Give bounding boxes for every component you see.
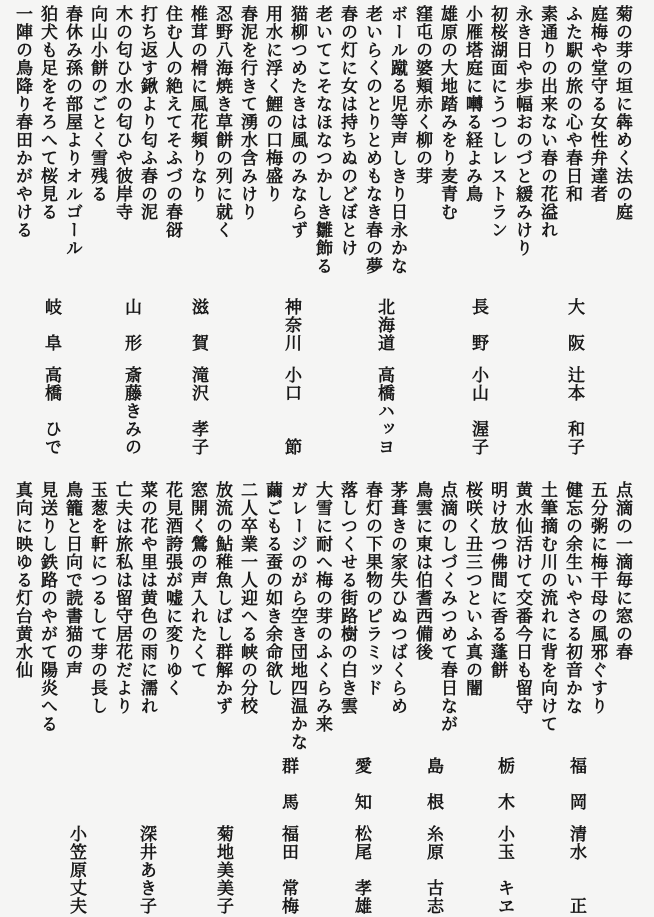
prefecture-label: 神奈川 xyxy=(281,298,301,352)
haiku-column: 明け放つ佛間に香る蓬餅 xyxy=(487,481,507,679)
author-entry xyxy=(464,298,490,473)
poet-name: 高橋ハッヨ xyxy=(374,366,394,456)
haiku-column: 木の匂ひ水の匂ひや彼岸寺 xyxy=(112,5,132,221)
bottom-haiku-section xyxy=(9,481,634,783)
author-entry xyxy=(419,757,445,917)
poet-name: 深井あき子 xyxy=(136,825,156,915)
author-entry xyxy=(62,757,88,917)
author-entry xyxy=(209,757,235,917)
haiku-column: 向山小餅のごとく雪残る xyxy=(87,5,107,203)
poet-name: 小玉 キヱ xyxy=(494,825,514,915)
haiku-column: 永き日や歩幅おのづと緩みけり xyxy=(512,5,532,257)
haiku-column: 打ち返す鍬より匂ふ春の泥 xyxy=(137,5,157,221)
haiku-column: 狛犬も足をそろへて桜見る xyxy=(37,5,57,221)
haiku-column: 初桜湖面にうつしレストラン xyxy=(487,5,507,239)
poet-name: 滝沢 孝子 xyxy=(188,366,208,456)
prefecture-label: 山 形 xyxy=(121,298,141,352)
haiku-column: ふた駅の旅の心や春日和 xyxy=(562,5,582,203)
haiku-column: 菊の芽の垣に犇めく法の庭 xyxy=(612,5,632,221)
prefecture-label: 北海道 xyxy=(374,298,394,352)
author-entry xyxy=(132,757,158,917)
haiku-column: 老いらくのとりとめもなき春の夢 xyxy=(362,5,382,275)
poet-name: 斎藤きみの xyxy=(121,366,141,456)
haiku-column: 一陣の鳥降り春田かがやける xyxy=(12,5,32,239)
prefecture-label: 群 馬 xyxy=(278,757,298,811)
prefecture-label: 滋 賀 xyxy=(188,298,208,352)
haiku-column: 窪屯の婆頬赤く柳の芽 xyxy=(412,5,432,185)
author-entry xyxy=(562,757,588,917)
haiku-column: 小雁塔庭に囀る経よみ鳥 xyxy=(462,5,482,203)
poet-name: 糸原 古志 xyxy=(423,825,443,915)
haiku-column: 春灯の下果物のピラミッド xyxy=(362,481,382,697)
author-entry xyxy=(370,298,396,473)
haiku-column: 五分粥に梅干母の風邪ぐすり xyxy=(587,481,607,715)
haiku-column: 点滴のしづくみつめて春日なが xyxy=(437,481,457,733)
haiku-column: 見送りし鉄路のやがて陽炎へる xyxy=(37,481,57,733)
author-entry xyxy=(274,757,300,917)
prefecture-label: 岐 阜 xyxy=(41,298,61,352)
haiku-column: 放流の鮎稚魚しばし群解かず xyxy=(212,481,232,715)
author-entry xyxy=(560,298,586,473)
haiku-column: ボール蹴る児等声しきり日永かな xyxy=(387,5,407,275)
haiku-column: 鳥雲に東は伯耆西備後 xyxy=(412,481,432,661)
poet-name: 辻本 和子 xyxy=(564,366,584,456)
poet-name: 菊地美美子 xyxy=(213,825,233,915)
author-entry xyxy=(184,298,210,473)
haiku-column: 猫柳つめたきは風のみならず xyxy=(287,5,307,239)
poet-name: 小笠原丈夫 xyxy=(66,825,86,915)
haiku-column: 落しつくせる街路樹の白き雲 xyxy=(337,481,357,715)
author-entry xyxy=(277,298,303,473)
prefecture-label: 愛 知 xyxy=(351,757,371,811)
author-entry xyxy=(347,757,373,917)
haiku-column: 窓開く鶯の声入れたくて xyxy=(187,481,207,679)
poet-name: 小山 渥子 xyxy=(468,366,488,456)
prefecture-label: 福 岡 xyxy=(566,757,586,811)
prefecture-label: 長 野 xyxy=(468,298,488,352)
haiku-column: 雄原の大地踏みをり麦青む xyxy=(437,5,457,221)
prefecture-label: 栃 木 xyxy=(494,757,514,811)
haiku-column: 春泥を行きて湧水含みけり xyxy=(237,5,257,221)
haiku-column: 点滴の一滴毎に窓の春 xyxy=(612,481,632,661)
haiku-column: 老いてこそなほなつかしき雛飾る xyxy=(312,5,332,275)
haiku-column: 二人卒業一人迎へる峡の分校 xyxy=(237,481,257,715)
haiku-column: 亡夫は旅私は留守居花だより xyxy=(112,481,132,715)
top-haiku-section xyxy=(9,5,634,307)
prefecture-label: 大 阪 xyxy=(564,298,584,352)
haiku-column: 真向に映ゆる灯台黄水仙 xyxy=(12,481,32,679)
haiku-column: 玉葱を軒につるして芽の長し xyxy=(87,481,107,715)
haiku-column: 春の灯に女は持ちぬのどぼとけ xyxy=(337,5,357,257)
haiku-column: 素通りの出来ない春の花溢れ xyxy=(537,5,557,239)
poet-name: 松尾 孝雄 xyxy=(351,825,371,915)
haiku-column: 住む人の絶えてそふづの春谺 xyxy=(162,5,182,239)
haiku-column: 用水に浮く鯉の口梅盛り xyxy=(262,5,282,203)
haiku-column: ガレージのがら空き団地四温かな xyxy=(287,481,307,751)
poet-name: 高橋 ひで xyxy=(41,366,61,456)
poet-name: 小口 節 xyxy=(281,366,301,456)
haiku-column: 茅葺きの家失ひぬつばくらめ xyxy=(387,481,407,715)
haiku-column: 花見酒誇張が嘘に変りゆく xyxy=(162,481,182,697)
haiku-column: 大雪に耐へ梅の芽のふくらみ来 xyxy=(312,481,332,733)
poet-name: 福田 常梅 xyxy=(278,825,298,915)
author-entry xyxy=(37,298,63,473)
haiku-column: 繭ごもる蚕の如き余命欲し xyxy=(262,481,282,697)
haiku-column: 桜咲く丑三つといふ真の闇 xyxy=(462,481,482,697)
haiku-column: 忍野八海焼き草餅の列に就く xyxy=(212,5,232,239)
haiku-column: 庭梅や堂守る女性弁達者 xyxy=(587,5,607,203)
haiku-column: 健忘の余生いやさる初音かな xyxy=(562,481,582,715)
poet-name: 清水 正 xyxy=(566,825,586,915)
haiku-column: 椎茸の榾に風花頻りなり xyxy=(187,5,207,203)
haiku-column: 土筆摘む川の流れに背を向けて xyxy=(537,481,557,733)
haiku-column: 鳥籠と日向で読書猫の声 xyxy=(62,481,82,679)
haiku-column: 黄水仙活けて交番今日も留守 xyxy=(512,481,532,715)
author-entry xyxy=(117,298,143,473)
haiku-column: 春休み孫の部屋よりオルゴール xyxy=(62,5,82,257)
author-entry xyxy=(490,757,516,917)
haiku-column: 菜の花や里は黄色の雨に濡れ xyxy=(137,481,157,715)
prefecture-label: 島 根 xyxy=(423,757,443,811)
